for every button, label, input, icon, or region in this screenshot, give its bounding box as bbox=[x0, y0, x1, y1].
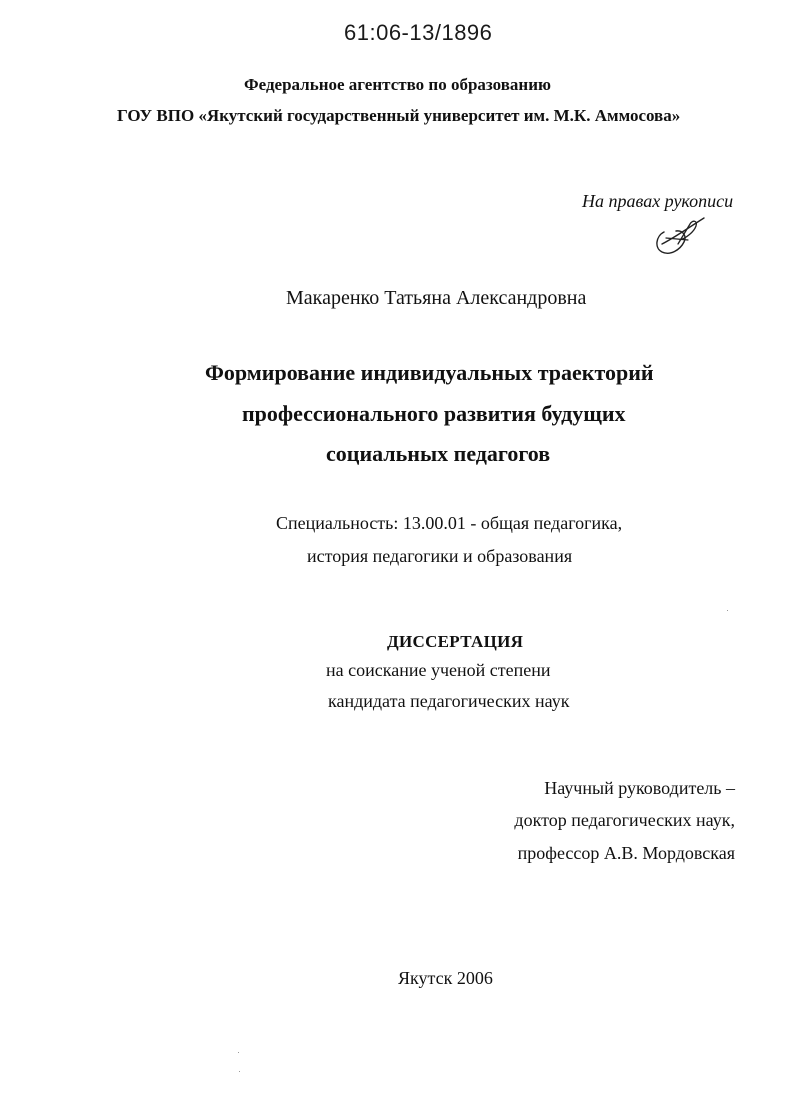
supervisor-line: Научный руководитель – bbox=[544, 778, 735, 798]
manuscript-note: На правах рукописи bbox=[582, 191, 734, 211]
document-type-heading: ДИССЕРТАЦИЯ bbox=[387, 632, 524, 651]
university-name: ГОУ ВПО «Якутский государственный университет им. М.К. Аммосова» bbox=[117, 106, 681, 125]
specialty-line-continued: история педагогики и образования bbox=[307, 546, 573, 566]
signature-icon bbox=[650, 214, 710, 256]
city-year: Якутск 2006 bbox=[398, 968, 493, 988]
author-name: Макаренко Татьяна Александровна bbox=[286, 287, 587, 309]
catalog-number: 61:06-13/1896 bbox=[344, 20, 493, 45]
scan-speck bbox=[239, 1071, 240, 1072]
title-line: Формирование индивидуальных траекторий bbox=[205, 360, 654, 385]
scan-speck bbox=[727, 610, 728, 611]
scan-speck bbox=[238, 1052, 239, 1053]
specialty-line: Специальность: 13.00.01 - общая педагогика, bbox=[276, 513, 623, 533]
title-line: социальных педагогов bbox=[326, 441, 551, 466]
agency-name: Федеральное агентство по образованию bbox=[244, 75, 551, 94]
supervisor-line: профессор А.В. Мордовская bbox=[517, 843, 735, 863]
title-line: профессионального развития будущих bbox=[242, 401, 626, 426]
degree-line: кандидата педагогических наук bbox=[328, 691, 570, 711]
supervisor-line: доктор педагогических наук, bbox=[514, 810, 735, 830]
degree-line: на соискание ученой степени bbox=[326, 660, 551, 680]
